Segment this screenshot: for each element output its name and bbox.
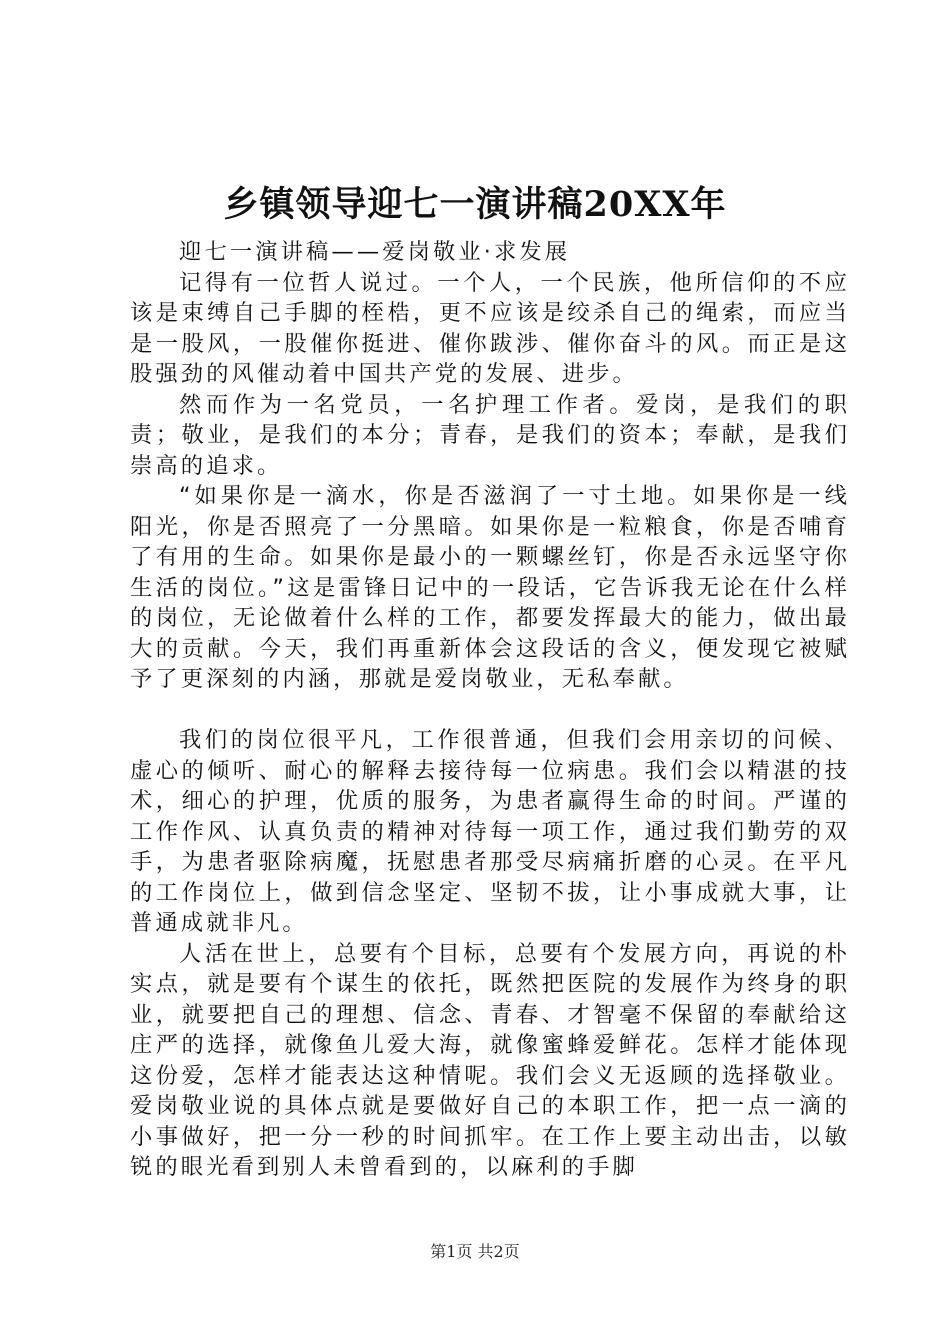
paragraph: 我们的岗位很平凡，工作很普通，但我们会用亲切的问候、虚心的倾听、耐心的解释去接待每一位病患。我们会以精湛的技术，细心的护理，优质的服务，为患者赢得生命的时间。严谨的工作作风、认真负责的精神对待每一项工作，通过我们勤劳的双手，为患者驱除病魔，抚慰患者那受尽病痛折磨的心灵。在平凡的工作岗位上，做到信念坚定、坚韧不拔，让小事成就大事，让普通成就非凡。 [130,727,850,936]
paragraph: 然而作为一名党员，一名护理工作者。爱岗，是我们的职责；敬业，是我们的本分；青春，是我们的资本；奉献，是我们崇高的追求。 [130,391,850,479]
paragraph: 人活在世上，总要有个目标，总要有个发展方向，再说的朴实点，就是要有个谋生的依托，既然把医院的发展作为终身的职业，就要把自己的理想、信念、青春、才智毫不保留的奉献给这庄严的选择，就像鱼儿爱大海，就像蜜蜂爱鲜花。怎样才能体现这份爱，怎样才能表达这种情呢。我们会义无返顾的选择敬业。爱岗敬业说的具体点就是要做好自己的本职工作，把一点一滴的小事做好，把一分一秒的时间抓牢。在工作上要主动出击，以敏锐的眼光看到别人未曾看到的，以麻利的手脚 [130,940,850,1180]
paragraph: 记得有一位哲人说过。一个人，一个民族，他所信仰的不应该是束缚自己手脚的桎梏，更不应该是绞杀自己的绳索，而应当是一股风，一股催你挺进、催你跋涉、催你奋斗的风。而正是这股强劲的风催动着中国共产党的发展、进步。 [130,269,850,387]
page-footer: 第1页 共2页 [430,1242,520,1261]
document-body [130,237,850,1183]
paragraph: “如果你是一滴水，你是否滋润了一寸土地。如果你是一线阳光，你是否照亮了一分黑暗。如果你是一粒粮食，你是否哺育了有用的生命。如果你是最小的一颗螺丝钉，你是否永远坚守你生活的岗位。”这是雷锋日记中的一段话，它告诉我无论在什么样的岗位，无论做着什么样的工作，都要发挥最大的能力，做出最大的贡献。今天，我们再重新体会这段话的含义，便发现它被赋予了更深刻的内涵，那就是爱岗敬业，无私奉献。 [130,483,850,692]
document-title: 乡镇领导迎七一演讲稿20XX年 [223,184,727,225]
document-subtitle: 迎七一演讲稿——爱岗敬业·求发展 [179,239,571,265]
